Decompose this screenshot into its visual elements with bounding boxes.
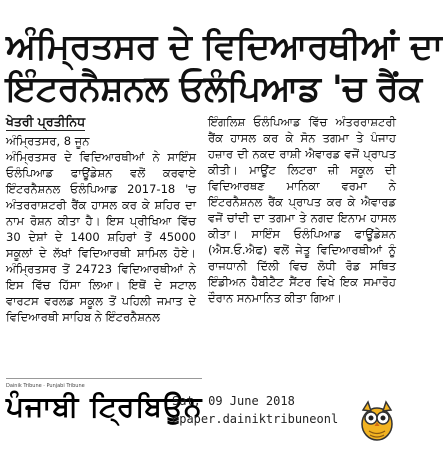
article-body-left: ਅੰਮ੍ਰਿਤਸਰ ਦੇ ਵਿਦਿਆਰਥੀਆਂ ਨੇ ਸਾਇੰਸ ਓਲੰਪਿਆਡ ਫਾਊਂਡੇਸ਼ਨ ਵਲੋਂ ਕਰਵਾਏ ਇੰਟਰਨੈਸ਼ਨਲ ਓਲੰਪਿਆਡ 2017-18 'ਚ ਅੰਤਰਰਾਸ਼ਟਰੀ ਰੈਂਕ ਹਾਸਲ ਕਰ ਕੇ ਸ਼ਹਿਰ ਦਾ ਨਾਮ ਰੋਸ਼ਨ ਕੀਤਾ ਹੈ। ਇਸ ਪ੍ਰੀਖਿਆ ਵਿੱਚ 30 ਦੇਸ਼ਾਂ ਦੇ 1400 ਸ਼ਹਿਰਾਂ ਤੋਂ 45000 ਸਕੂਲਾਂ ਦੇ ਲੱਖਾਂ ਵਿਦਿਆਰਥੀ ਸ਼ਾਮਿਲ ਹੋਏ। ਅੰਮ੍ਰਿਤਸਰ ਤੋਂ 24723 ਵਿਦਿਆਰਥੀਆਂ ਨੇ ਇਸ ਵਿੱਚ ਹਿੱਸਾ ਲਿਆ। ਇਥੋਂ ਦੇ ਸਟਾਲ ਵਾਰਟਸ ਵਰਲਡ ਸਕੂਲ ਤੋਂ ਪਹਿਲੀ ਜਮਾਤ ਦੇ ਵਿਦਿਆਰਥੀ ਸਾਹਿਬ ਨੇ ਇੰਟਰਨੈਸ਼ਨਲ	[6, 150, 196, 324]
headline-line-2: ਇੰਟਰਨੈਸ਼ਨਲ ਓਲੰਪਿਆਡ 'ਚ ਰੈਂਕ	[6, 69, 422, 109]
article-left-column	[6, 114, 196, 376]
owl-icon	[358, 398, 396, 442]
edition-date: Sat, 09 June 2018	[172, 394, 295, 408]
headline-line-1: ਅੰਮ੍ਰਿਤਸਰ ਦੇ ਵਿਦਿਆਰਥੀਆਂ ਦਾ	[6, 27, 443, 67]
newspaper-logo: ਪੰਜਾਬੀ ਟ੍ਰਿਬਿਊਨ	[6, 390, 203, 423]
masthead-tagline: Dainik Tribune · Punjabi Tribune	[6, 383, 85, 389]
edition-url[interactable]: epaper.dainiktribuneonl	[172, 412, 339, 426]
footer-divider	[6, 378, 202, 379]
byline: ਖੇਤਰੀ ਪ੍ਰਤੀਨਿਧ	[6, 114, 86, 129]
dateline: ਅੰਮ੍ਰਿਤਸਰ, 8 ਜੂਨ	[6, 134, 90, 148]
article-right-column	[208, 114, 396, 396]
article-body-right: ਇੰਗਲਿਸ਼ ਓਲੰਪਿਆਡ ਵਿੱਚ ਅੰਤਰਰਾਸ਼ਟਰੀ ਰੈਂਕ ਹਾਸਲ ਕਰ ਕੇ ਸੋਨ ਤਗਮਾ ਤੇ ਪੰਜਾਹ ਹਜ਼ਾਰ ਦੀ ਨਕਦ ਰਾਸ਼ੀ ਐਵਾਰਡ ਵਜੋਂ ਪ੍ਰਾਪਤ ਕੀਤੀ। ਮਾਊਂਟ ਲਿਟਰਾ ਜ਼ੀ ਸਕੂਲ ਦੀ ਵਿਦਿਆਰਥਣ ਮਾਨਿਕਾ ਵਰਮਾ ਨੇ ਇੰਟਰਨੈਸ਼ਨਲ ਰੈਂਕ ਪ੍ਰਾਪਤ ਕਰ ਕੇ ਐਵਾਰਡ ਵਜੋਂ ਚਾਂਦੀ ਦਾ ਤਗਮਾ ਤੇ ਨਗਦ ਇਨਾਮ ਹਾਸਲ ਕੀਤਾ। ਸਾਇੰਸ ਓਲੰਪਿਆਡ ਫਾਊਂਡੇਸ਼ਨ (ਐਸ.ਓ.ਐਫ) ਵਲੋਂ ਜੇਤੂ ਵਿਦਿਆਰਥੀਆਂ ਨੂੰ ਰਾਜਧਾਨੀ ਦਿੱਲੀ ਵਿਚ ਲੋਧੀ ਰੋਡ ਸਥਿਤ ਇੰਡੀਅਨ ਹੈਬੀਟੈਟ ਸੈਂਟਰ ਵਿਖੇ ਇਕ ਸਮਾਰੋਹ ਦੌਰਾਨ ਸਨਮਾਨਿਤ ਕੀਤਾ ਗਿਆ।	[208, 115, 396, 305]
